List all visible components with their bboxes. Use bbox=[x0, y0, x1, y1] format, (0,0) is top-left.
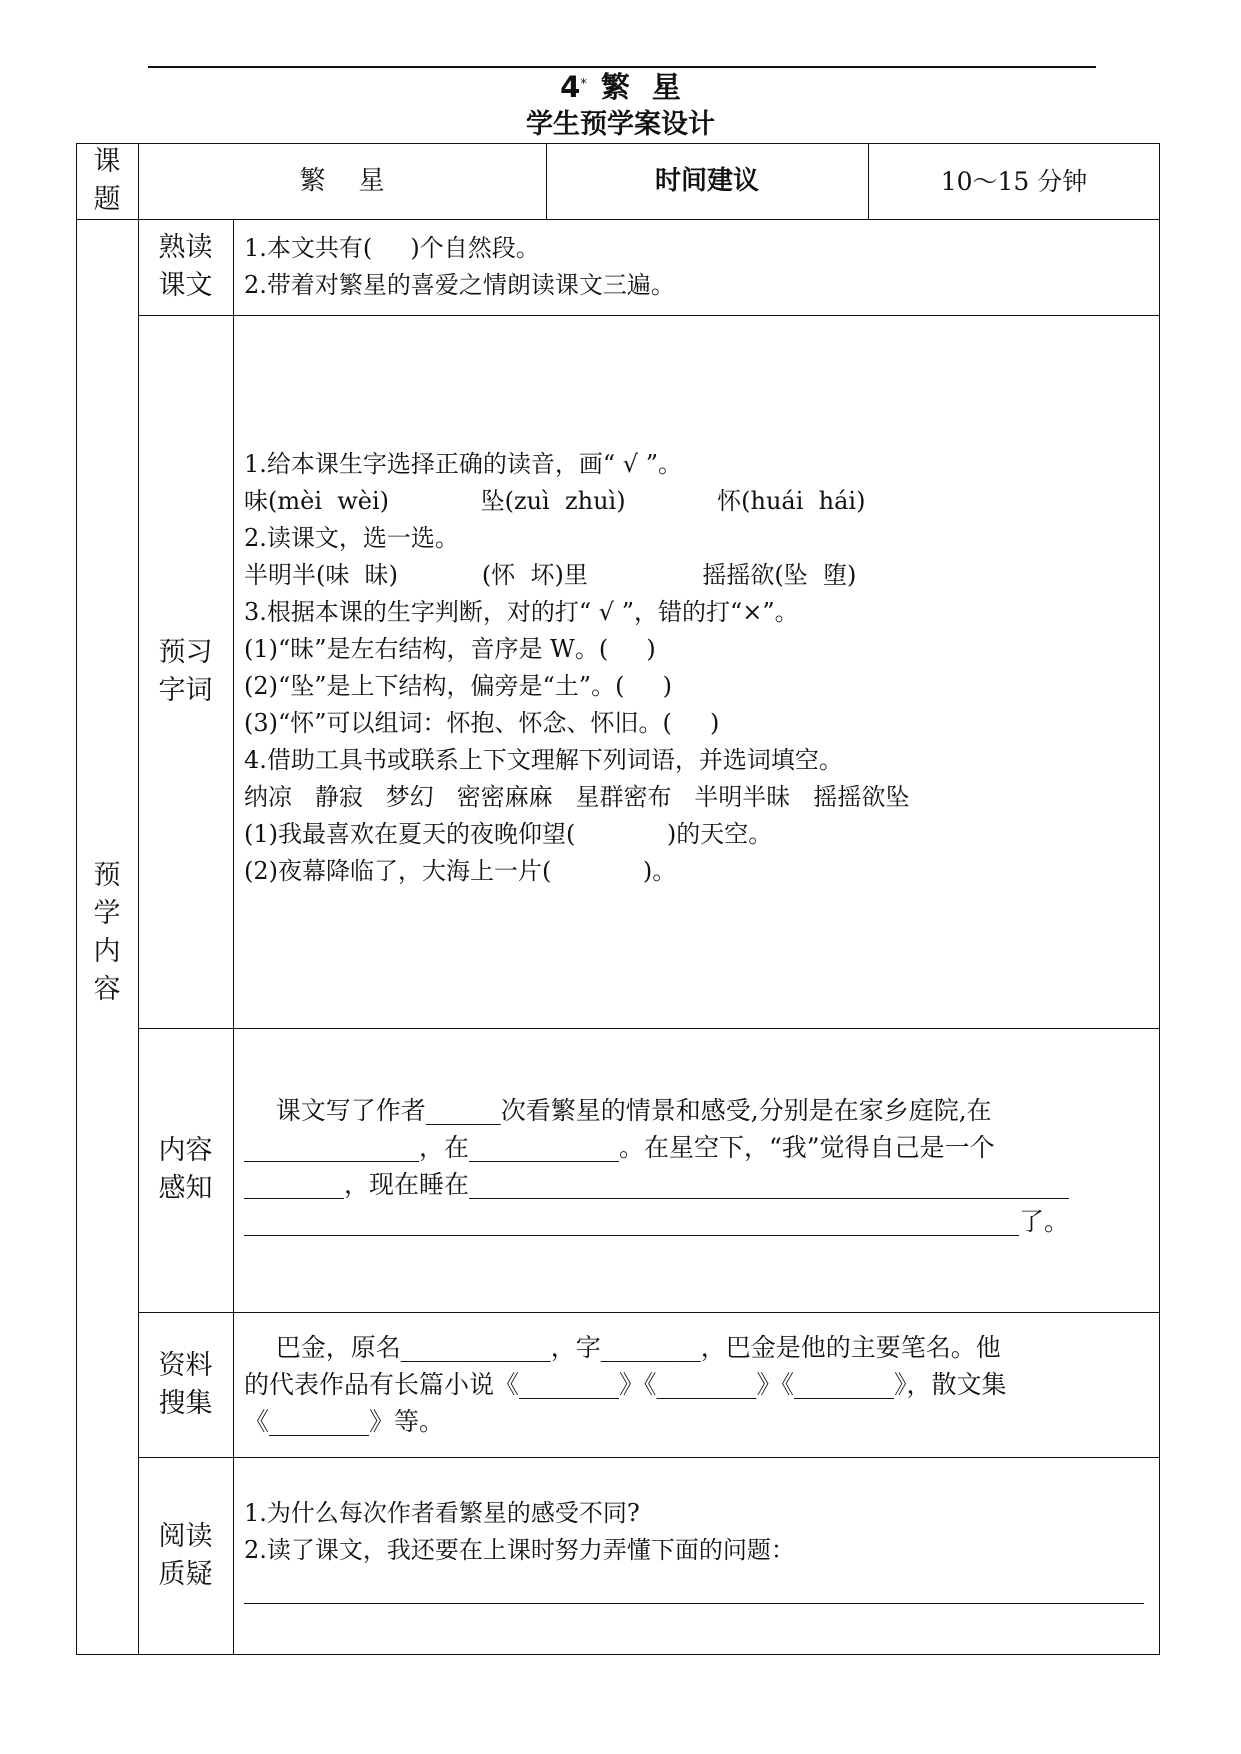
list-item: (2)夜幕降临了，大海上一片( )。 bbox=[244, 857, 677, 885]
words-content bbox=[244, 446, 909, 890]
topic-value: 繁 星 bbox=[299, 165, 385, 196]
content-label: 内容感知 bbox=[158, 1135, 213, 1204]
list-item: 2.读课文，选一选。 bbox=[244, 524, 459, 552]
list-item: 巴金，原名____________，字________，巴金是他的主要笔名。他 bbox=[244, 1333, 1001, 1362]
list-item: ______________，在____________。在星空下，“我”觉得自己是一个 bbox=[244, 1133, 995, 1162]
list-item: (1)我最喜欢在夏天的夜晚仰望( )的天空。 bbox=[244, 820, 773, 848]
list-item: ______________________________________________________________了。 bbox=[244, 1207, 1070, 1236]
list-item: 1.本文共有( )个自然段。 bbox=[244, 234, 540, 262]
words-label: 预习字词 bbox=[158, 636, 213, 706]
list-item: 半明半(味 昧) (怀 坏)里 摇摇欲(坠 堕) bbox=[244, 561, 857, 589]
questions-label: 阅读质疑 bbox=[158, 1521, 213, 1590]
row-divider bbox=[138, 1312, 1160, 1313]
list-item: (1)“昧”是左右结构，音序是 W。( ) bbox=[244, 635, 656, 663]
list-item: (2)“坠”是上下结构，偏旁是“土”。( ) bbox=[244, 672, 672, 700]
list-item: 2.带着对繁星的喜爱之情朗读课文三遍。 bbox=[244, 271, 675, 299]
research-content bbox=[244, 1329, 1007, 1440]
col-divider bbox=[233, 219, 234, 1655]
lesson-title: 4* 繁 星 bbox=[560, 70, 681, 104]
list-item: 3.根据本课的生字判断，对的打“ √ ”，错的打“×”。 bbox=[244, 598, 799, 626]
questions-content bbox=[244, 1495, 795, 1569]
topic-label: 课题 bbox=[93, 146, 121, 215]
page-subtitle: 学生预学案设计 bbox=[526, 109, 715, 140]
research-label: 资料搜集 bbox=[158, 1349, 213, 1419]
section-label: 预学内容 bbox=[93, 860, 121, 1005]
reading-content bbox=[244, 230, 675, 304]
list-item: 的代表作品有长篇小说《________》《________》《________》，散文集 bbox=[244, 1370, 1007, 1399]
row-divider bbox=[138, 1457, 1160, 1458]
row-divider bbox=[76, 219, 1160, 220]
list-item: (3)“怀”可以组词：怀抱、怀念、怀旧。( ) bbox=[244, 709, 720, 737]
list-item: ________，现在睡在________________________________________________ bbox=[244, 1170, 1070, 1199]
list-item: 1.为什么每次作者看繁星的感受不同? bbox=[244, 1499, 640, 1527]
list-item: 《________》等。 bbox=[244, 1407, 445, 1436]
list-item: 1.给本课生字选择正确的读音，画“ √ ”。 bbox=[244, 450, 682, 478]
content-content bbox=[244, 1092, 1069, 1240]
list-item: 课文写了作者______次看繁星的情景和感受,分别是在家乡庭院,在 bbox=[244, 1096, 992, 1125]
list-item: 2.读了课文，我还要在上课时努力弄懂下面的问题： bbox=[244, 1536, 795, 1564]
time-value: 10～15 分钟 bbox=[940, 166, 1088, 196]
answer-line[interactable] bbox=[244, 1603, 1144, 1604]
list-item: 4.借助工具书或联系上下文理解下列词语，并选词填空。 bbox=[244, 746, 843, 774]
list-item: 味(mèi wèi) 坠(zuì zhuì) 怀(huái hái) bbox=[244, 487, 866, 515]
time-label: 时间建议 bbox=[654, 165, 759, 196]
list-item: 纳凉 静寂 梦幻 密密麻麻 星群密布 半明半昧 摇摇欲坠 bbox=[244, 783, 910, 811]
row-divider bbox=[138, 315, 1160, 316]
reading-label: 熟读课文 bbox=[158, 232, 213, 301]
row-divider bbox=[138, 1028, 1160, 1029]
